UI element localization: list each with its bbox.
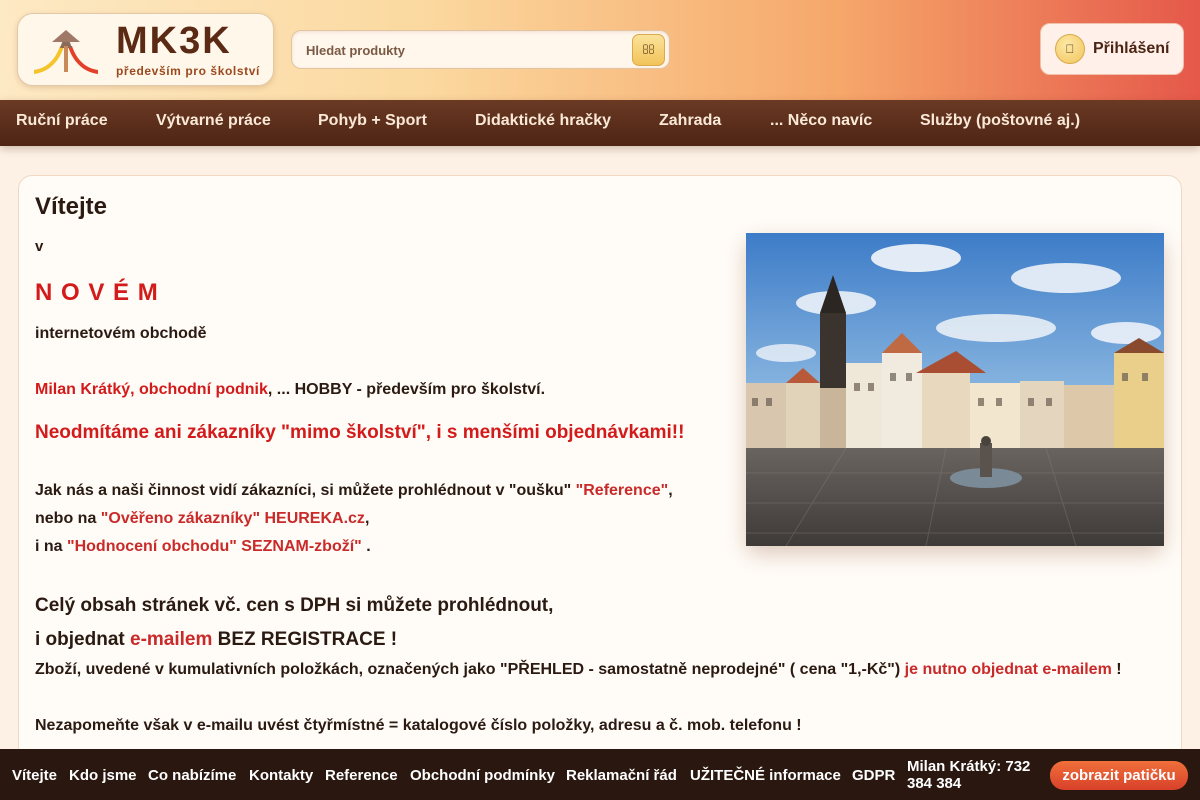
login-button[interactable]: [1040, 23, 1184, 75]
bottom-link-obchodni-podminky[interactable]: Obchodní podmínky: [410, 767, 555, 784]
company-link[interactable]: Milan Krátký, obchodní podnik: [35, 381, 268, 398]
big2-pre: i objednat: [35, 629, 130, 650]
bottom-link-reklamacni-rad[interactable]: Reklamační řád: [566, 767, 677, 784]
user-icon: [1055, 34, 1085, 64]
bottom-bar: [0, 749, 1200, 800]
bottom-link-uzitecne-informace[interactable]: UŽITEČNÉ informace: [690, 767, 841, 784]
search-button[interactable]: [632, 34, 665, 66]
site-header: [0, 0, 1200, 100]
reference-line: [35, 482, 673, 500]
prehled-line: [35, 661, 1122, 679]
search-input[interactable]: [306, 41, 606, 59]
main-nav: [0, 100, 1200, 146]
nav-item-didakticke-hracky[interactable]: Didaktické hračky: [475, 112, 612, 129]
bottom-link-kontakty[interactable]: Kontakty: [249, 767, 314, 784]
big-line-2: [35, 629, 397, 651]
user-icon-glyph: [1066, 42, 1075, 56]
bottom-links: [0, 749, 896, 800]
bottom-link-co-nabizime[interactable]: Co nabízíme: [148, 767, 237, 784]
show-footer-button[interactable]: zobrazit patičku: [1050, 761, 1188, 790]
bottom-link-gdpr[interactable]: GDPR: [852, 767, 896, 784]
big-line-1: Celý obsah stránek vč. cen s DPH si můžete prohlédnout,: [35, 595, 554, 616]
prehled-pre: Zboží, uvedené v kumulativních položkách, označených jako "PŘEHLED - samostatně neprodejné" ( cena "1,-Kč"): [35, 661, 905, 678]
bottom-link-vitejte[interactable]: Vítejte: [12, 767, 58, 784]
town-square-image: [746, 233, 1164, 546]
heureka-pre: nebo na: [35, 510, 101, 527]
nav-item-zahrada[interactable]: Zahrada: [659, 112, 722, 129]
obchode-line: internetovém obchodě: [35, 325, 207, 342]
reference-link[interactable]: "Reference": [575, 482, 669, 499]
note-line: Nezapomeňte však v e-mailu uvést čtyřmístné = katalogové číslo položky, adresu a č. mob. telefonu !: [35, 717, 802, 734]
nav-item-rucni-prace[interactable]: Ruční práce: [16, 112, 108, 129]
line-v: v: [35, 238, 44, 255]
reference-post: ,: [668, 482, 673, 499]
email-link[interactable]: e-mailem: [130, 629, 213, 650]
nav-item-sluzby[interactable]: Služby (poštovné aj.): [920, 112, 1081, 129]
town-square-photo: [746, 233, 1164, 546]
seznam-pre: i na: [35, 538, 68, 555]
nav-item-vytvarne-prace[interactable]: Výtvarné práce: [156, 112, 271, 129]
page-title: Vítejte: [35, 193, 108, 220]
heureka-post: ,: [364, 510, 370, 527]
heureka-line: [35, 510, 369, 528]
contact-phone: Milan Krátký: 732 384 384: [907, 758, 1031, 792]
heureka-link[interactable]: "Ověřeno zákazníky" HEUREKA.cz: [100, 510, 365, 527]
company-rest: , ... HOBBY - především pro školství.: [267, 381, 546, 398]
bottom-link-reference[interactable]: Reference: [325, 767, 398, 784]
nav-item-neco-navic[interactable]: ... Něco navíc: [770, 112, 873, 129]
seznam-link[interactable]: "Hodnocení obchodu" SEZNAM-zboží": [67, 538, 362, 555]
novem-heading: N O V É M: [35, 279, 159, 306]
logo[interactable]: [17, 13, 274, 86]
search-box: [291, 30, 670, 69]
company-line: [35, 381, 545, 399]
big2-post: BEZ REGISTRACE !: [212, 629, 398, 650]
prehled-post: !: [1111, 661, 1122, 678]
logo-title: MK3K: [116, 20, 232, 62]
seznam-line: [35, 538, 371, 556]
bottom-link-kdo-jsme[interactable]: Kdo jsme: [69, 767, 137, 784]
prehled-link[interactable]: je nutno objednat e-mailem: [904, 661, 1112, 678]
login-label: Přihlášení: [1093, 40, 1170, 57]
slogan: Neodmítáme ani zákazníky "mimo školství", i s menšími objednávkami!!: [35, 422, 685, 443]
logo-arrows-icon: [30, 28, 102, 74]
nav-item-pohyb-sport[interactable]: Pohyb + Sport: [318, 112, 427, 129]
reference-pre: Jak nás a naši činnost vidí zákazníci, si můžete prohlédnout v "oušku": [35, 482, 576, 499]
logo-subtitle: především pro školství: [116, 64, 260, 78]
search-icon: [642, 42, 655, 58]
seznam-post: .: [361, 538, 371, 555]
